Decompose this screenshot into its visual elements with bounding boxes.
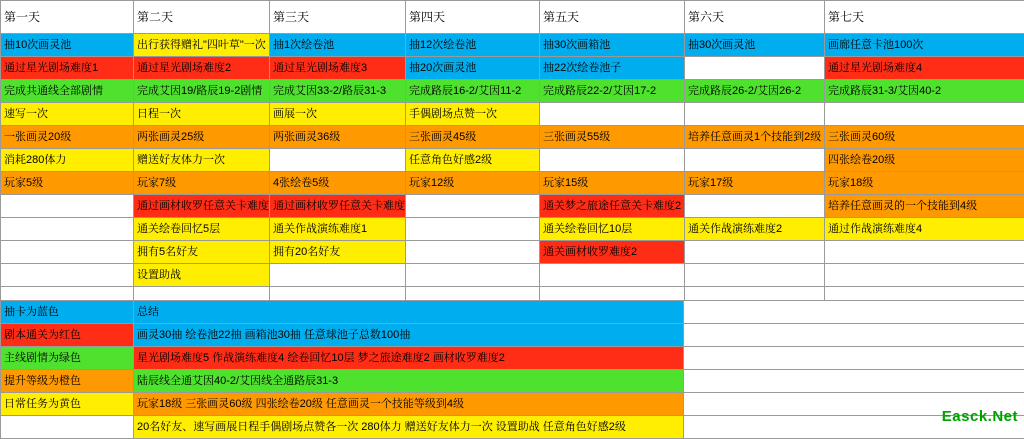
task-cell: 通关绘卷回忆10层 [540, 218, 685, 241]
task-cell: 通过作战演练难度4 [825, 218, 1024, 241]
task-cell [406, 218, 540, 241]
task-cell: 任意角色好感2级 [406, 149, 540, 172]
task-cell: 培养任意画灵的一个技能到4级 [825, 195, 1024, 218]
task-cell: 通关梦之旅途任意关卡难度2 [540, 195, 685, 218]
legend-value-level: 玩家18级 三张画灵60级 四张绘卷20级 任意画灵一个技能等级到4级 [134, 393, 684, 416]
task-cell: 拥有5名好友 [134, 241, 270, 264]
watermark: Easck.Net [942, 408, 1018, 425]
table-row [1, 218, 1024, 241]
task-cell: 日程一次 [134, 103, 270, 126]
column-header-day3: 第三天 [270, 1, 406, 34]
column-header-day4: 第四天 [406, 1, 540, 34]
task-cell: 完成路辰16-2/艾因11-2 [406, 80, 540, 103]
task-cell: 抽12次绘卷池 [406, 34, 540, 57]
task-cell [1, 241, 134, 264]
task-cell: 抽22次绘卷池子 [540, 57, 685, 80]
task-cell: 通过画材收罗任意关卡难度 [134, 195, 270, 218]
legend-value-story: 陆辰线全通艾因40-2/艾因线全通路辰31-3 [134, 370, 684, 393]
task-cell [1, 264, 134, 287]
task-cell: 抽20次画灵池 [406, 57, 540, 80]
task-cell: 玩家15级 [540, 172, 685, 195]
table-row [1, 57, 1024, 80]
task-cell [685, 149, 825, 172]
task-cell [1, 195, 134, 218]
table-row [1, 264, 1024, 287]
task-cell [406, 241, 540, 264]
task-cell: 抽30次画灵池 [685, 34, 825, 57]
task-cell: 四张绘卷20级 [825, 149, 1024, 172]
task-cell: 手偶剧场点赞一次 [406, 103, 540, 126]
task-cell: 通关作战演练难度1 [270, 218, 406, 241]
task-cell: 通过星光剧场难度3 [270, 57, 406, 80]
task-cell [1, 218, 134, 241]
task-cell: 完成共通线全部剧情 [1, 80, 134, 103]
table-row [1, 172, 1024, 195]
task-cell: 通关绘卷回忆5层 [134, 218, 270, 241]
task-cell [685, 195, 825, 218]
legend-summary-table [0, 300, 1024, 439]
task-cell: 完成路辰22-2/艾因17-2 [540, 80, 685, 103]
task-cell: 完成路辰26-2/艾因26-2 [685, 80, 825, 103]
legend-row [1, 301, 1024, 324]
legend-label-stage: 剧本通关为红色 [1, 324, 134, 347]
task-cell: 抽30次画箱池 [540, 34, 685, 57]
task-cell: 通过星光剧场难度2 [134, 57, 270, 80]
column-header-day7: 第七天 [825, 1, 1024, 34]
task-cell [270, 264, 406, 287]
task-cell: 培养任意画灵1个技能到2级 [685, 126, 825, 149]
task-cell: 画廊任意卡池100次 [825, 34, 1024, 57]
task-cell: 玩家7级 [134, 172, 270, 195]
task-cell [406, 264, 540, 287]
table-header-row [1, 1, 1024, 34]
task-cell: 拥有20名好友 [270, 241, 406, 264]
task-cell: 出行获得赠礼"四叶草"一次 [134, 34, 270, 57]
task-cell: 玩家5级 [1, 172, 134, 195]
task-cell: 4张绘卷5级 [270, 172, 406, 195]
legend-label-story: 主线剧情为绿色 [1, 347, 134, 370]
legend-empty [684, 370, 1024, 393]
legend-row [1, 347, 1024, 370]
task-cell: 通过星光剧场难度1 [1, 57, 134, 80]
column-header-day2: 第二天 [134, 1, 270, 34]
legend-title: 总结 [134, 301, 684, 324]
task-cell [406, 195, 540, 218]
legend-value-draw: 画灵30抽 绘卷池22抽 画箱池30抽 任意球池子总数100抽 [134, 324, 684, 347]
task-cell: 速写一次 [1, 103, 134, 126]
task-cell: 完成路辰31-3/艾因40-2 [825, 80, 1024, 103]
task-cell: 三张画灵55级 [540, 126, 685, 149]
legend-label-level: 提升等级为橙色 [1, 370, 134, 393]
task-cell [685, 103, 825, 126]
task-cell: 玩家18级 [825, 172, 1024, 195]
task-cell: 通过画材收罗任意关卡难度 [270, 195, 406, 218]
legend-empty [684, 347, 1024, 370]
task-cell: 完成艾因33-2/路辰31-3 [270, 80, 406, 103]
table-row [1, 34, 1024, 57]
legend-row [1, 393, 1024, 416]
task-cell [270, 149, 406, 172]
task-cell [825, 103, 1024, 126]
task-cell: 通关画材收罗难度2 [540, 241, 685, 264]
table-row [1, 149, 1024, 172]
task-cell [540, 103, 685, 126]
task-cell: 三张画灵45级 [406, 126, 540, 149]
task-cell: 完成艾因19/路辰19-2剧情 [134, 80, 270, 103]
legend-empty [684, 324, 1024, 347]
task-cell: 画展一次 [270, 103, 406, 126]
legend-label-empty [1, 416, 134, 439]
table-row [1, 241, 1024, 264]
task-cell: 两张画灵36级 [270, 126, 406, 149]
legend-label-draw: 抽卡为蓝色 [1, 301, 134, 324]
table-row [1, 195, 1024, 218]
legend-row [1, 416, 1024, 439]
task-cell: 消耗280体力 [1, 149, 134, 172]
task-cell [540, 264, 685, 287]
task-cell [685, 241, 825, 264]
task-cell: 抽1次绘卷池 [270, 34, 406, 57]
table-row [1, 103, 1024, 126]
legend-row [1, 370, 1024, 393]
task-cell: 玩家17级 [685, 172, 825, 195]
task-cell: 通过星光剧场难度4 [825, 57, 1024, 80]
task-cell [685, 57, 825, 80]
table-row [1, 126, 1024, 149]
task-cell: 玩家12级 [406, 172, 540, 195]
column-header-day1: 第一天 [1, 1, 134, 34]
task-cell: 赠送好友体力一次 [134, 149, 270, 172]
legend-value-daily: 20名好友、速写画展日程手偶剧场点赞各一次 280体力 赠送好友体力一次 设置助战 任意角色好感2级 [134, 416, 684, 439]
task-cell: 两张画灵25级 [134, 126, 270, 149]
task-cell [685, 264, 825, 287]
legend-label-daily: 日常任务为黄色 [1, 393, 134, 416]
task-cell [540, 149, 685, 172]
legend-row [1, 324, 1024, 347]
task-cell [825, 241, 1024, 264]
task-cell [825, 264, 1024, 287]
task-cell: 一张画灵20级 [1, 126, 134, 149]
legend-empty [684, 301, 1024, 324]
table-row [1, 80, 1024, 103]
column-header-day6: 第六天 [685, 1, 825, 34]
task-cell: 三张画灵60级 [825, 126, 1024, 149]
task-cell: 抽10次画灵池 [1, 34, 134, 57]
task-cell: 通关作战演练难度2 [685, 218, 825, 241]
column-header-day5: 第五天 [540, 1, 685, 34]
task-cell: 设置助战 [134, 264, 270, 287]
legend-value-stage: 星光剧场难度5 作战演练难度4 绘卷回忆10层 梦之旅途难度2 画材收罗难度2 [134, 347, 684, 370]
